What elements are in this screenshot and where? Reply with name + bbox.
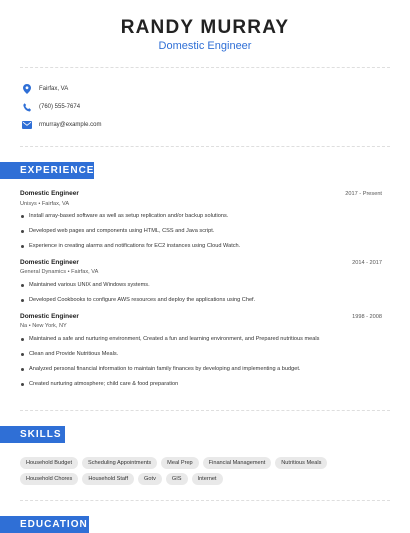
skill-chip: Scheduling Appointments — [82, 457, 157, 469]
map-pin-icon — [22, 84, 32, 94]
email-text: rmurray@example.com — [39, 122, 102, 128]
candidate-title: Domestic Engineer — [158, 40, 252, 52]
section-heading-education: EDUCATION — [0, 516, 89, 533]
job-dates: 1998 - 2008 — [352, 314, 382, 320]
job-bullet: Clean and Provide Nutritious Meals. — [20, 351, 382, 357]
contact-email — [22, 118, 101, 132]
skill-chip: Nutritious Meals — [275, 457, 327, 469]
divider — [20, 146, 390, 147]
skill-chip: Household Chores — [20, 473, 78, 485]
contact-phone — [22, 100, 80, 114]
divider — [20, 500, 390, 501]
skill-chip: Gotv — [138, 473, 162, 485]
skill-chip: GIS — [166, 473, 188, 485]
section-heading-skills: SKILLS — [0, 426, 65, 443]
job-title: Domestic Engineer — [20, 259, 79, 266]
job-company: Unisys • Fairfax, VA — [20, 201, 70, 207]
candidate-name: RANDY MURRAY — [120, 17, 290, 38]
job-bullet: Analyzed personal financial information to maintain family finances by developing and implementing a budget. — [20, 366, 382, 372]
job-dates: 2014 - 2017 — [352, 260, 382, 266]
skill-chip: Financial Management — [203, 457, 272, 469]
job-company: Na • New York, NY — [20, 323, 67, 329]
job-company: General Dynamics • Fairfax, VA — [20, 269, 99, 275]
contact-location — [22, 82, 68, 96]
job-bullet: Experience in creating alarms and notifications for EC2 instances using Cloud Watch. — [20, 243, 382, 249]
job-title: Domestic Engineer — [20, 313, 79, 320]
job-bullet: Developed web pages and components using HTML, CSS and Java script. — [20, 228, 382, 234]
phone-text: (760) 555-7674 — [39, 104, 81, 110]
skill-chip: Internet — [192, 473, 223, 485]
divider — [20, 410, 390, 411]
job-title: Domestic Engineer — [20, 190, 79, 197]
skills-list — [20, 457, 390, 489]
envelope-icon — [22, 120, 32, 130]
job-bullet: Created nurturing atmosphere; child care & food preparation — [20, 381, 382, 387]
divider — [20, 67, 390, 68]
job-dates: 2017 - Present — [345, 191, 382, 197]
job-bullet: Developed Cookbooks to configure AWS resources and deploy the applications using Chef. — [20, 297, 382, 303]
skill-chip: Meal Prep — [161, 457, 199, 469]
skill-chip: Household Budget — [20, 457, 78, 469]
job-bullet: Install array-based software as well as setup replication and/or backup solutions. — [20, 213, 382, 219]
section-heading-experience: EXPERIENCE — [0, 162, 94, 179]
job-bullet: Maintained various UNIX and Windows systems. — [20, 282, 382, 288]
job-bullet: Maintained a safe and nurturing environment, Created a fun and learning environment, and Prepared nutritious meals — [20, 336, 382, 342]
location-text: Fairfax, VA — [39, 86, 69, 92]
phone-icon — [22, 102, 32, 112]
skill-chip: Household Staff — [82, 473, 134, 485]
